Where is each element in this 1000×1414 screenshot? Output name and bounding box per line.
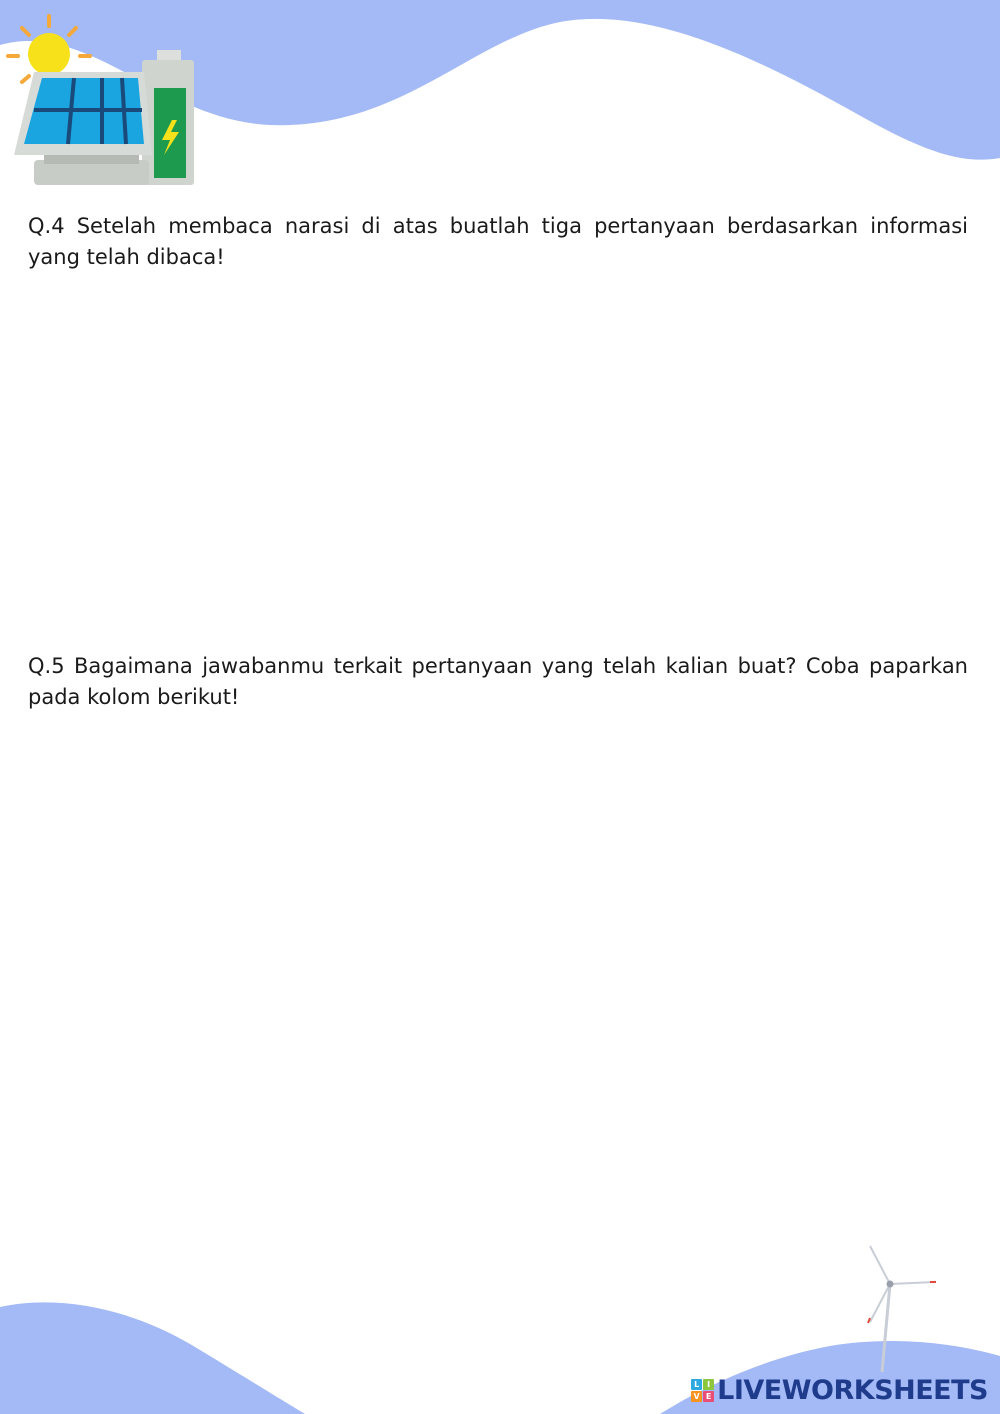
logo-letter-i: I [703, 1379, 714, 1390]
logo-letter-v: V [691, 1391, 702, 1402]
logo-letter-l: L [691, 1379, 702, 1390]
question-4-text: Q.4 Setelah membaca narasi di atas buatlah tiga pertanyaan berdasarkan informasi yang telah dibaca! [28, 214, 968, 269]
question-4-answer-area[interactable] [28, 290, 968, 620]
question-5-text: Q.5 Bagaimana jawabanmu terkait pertanyaan yang telah kalian buat? Coba paparkan pada kolom berikut! [28, 654, 968, 709]
liveworksheets-logo-icon [691, 1379, 714, 1402]
liveworksheets-logo [691, 1375, 988, 1406]
solar-panel-battery-icon [4, 10, 199, 190]
question-5-answer-area[interactable] [28, 730, 968, 1250]
liveworksheets-logo-text: LIVEWORKSHEETS [717, 1375, 988, 1406]
bottom-left-wave-decoration [0, 1299, 320, 1414]
wind-turbine-icon [860, 1244, 960, 1374]
logo-letter-e: E [703, 1391, 714, 1402]
